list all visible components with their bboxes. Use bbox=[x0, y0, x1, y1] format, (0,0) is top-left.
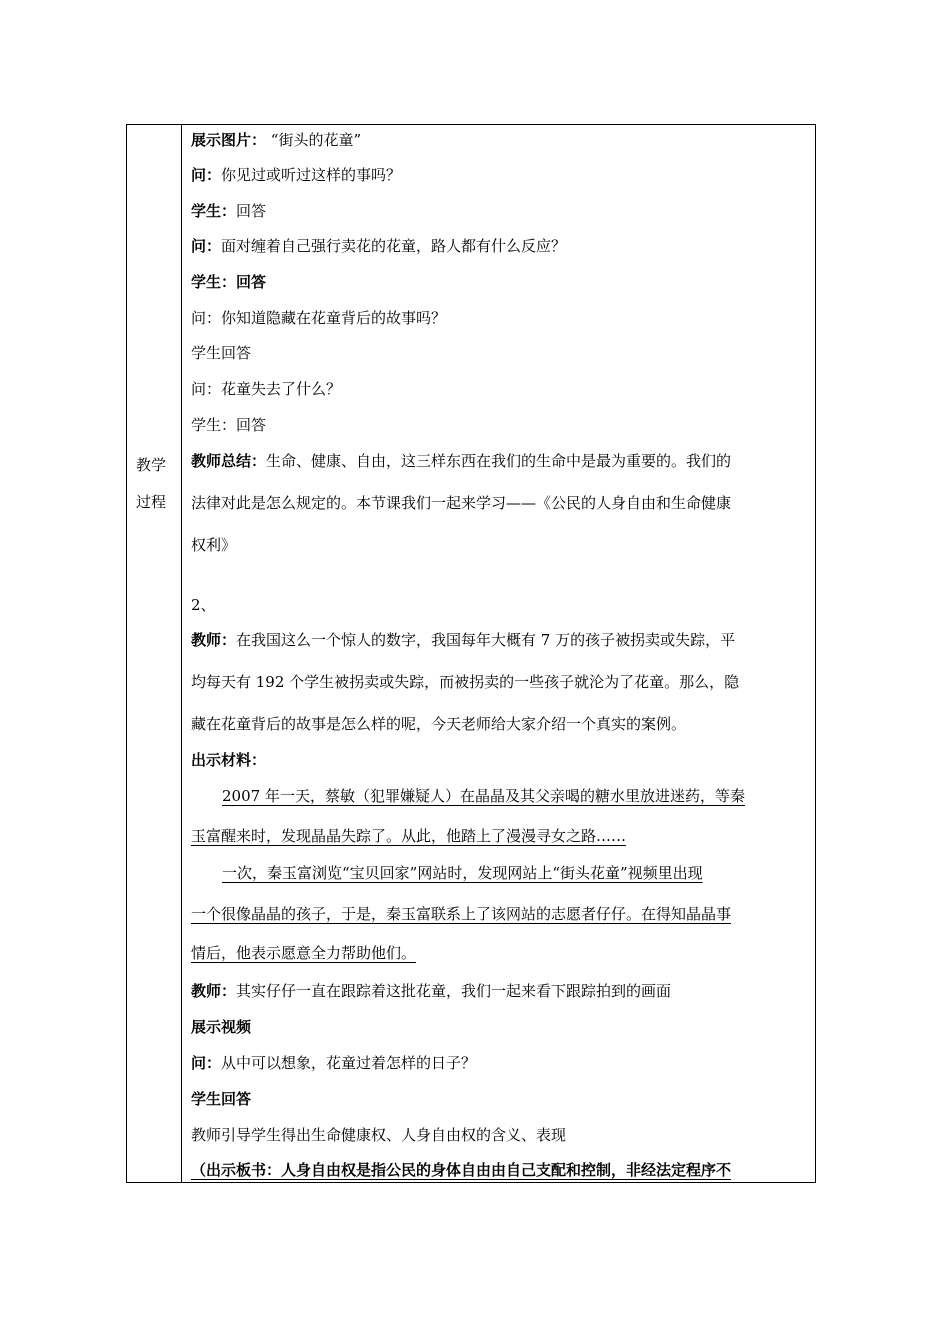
text-line: 法律对此是怎么规定的。本节课我们一起来学习——《公民的人身自由和生命健康 bbox=[191, 494, 732, 512]
text-line: （出示板书：人身自由权是指公民的身体自由由自己支配和控制，非经法定程序不 bbox=[191, 1161, 732, 1179]
text-line: 情后，他表示愿意全力帮助他们。 bbox=[191, 944, 417, 962]
section-label-cell bbox=[127, 125, 182, 1182]
text-line: 问：面对缠着自己强行卖花的花童，路人都有什么反应？ bbox=[191, 237, 567, 255]
section-label bbox=[136, 447, 166, 521]
text-line: 一次，秦玉富浏览“宝贝回家”网站时，发现网站上“街头花童”视频里出现 bbox=[222, 864, 703, 882]
text-line: 2007 年一天，蔡敏（犯罪嫌疑人）在晶晶及其父亲喝的糖水里放进迷药，等秦 bbox=[222, 787, 745, 805]
text-line: 教师：在我国这么一个惊人的数字，我国每年大概有 7 万的孩子被拐卖或失踪，平 bbox=[191, 631, 736, 649]
section-label-line1: 教学 bbox=[136, 456, 167, 474]
text-line: 玉富醒来时，发现晶晶失踪了。从此，他踏上了漫漫寻女之路…… bbox=[191, 827, 627, 845]
text-line: 学生：回答 bbox=[191, 416, 267, 434]
text-line: 教师引导学生得出生命健康权、人身自由权的含义、表现 bbox=[191, 1126, 567, 1144]
text-line: 藏在花童背后的故事是怎么样的呢，今天老师给大家介绍一个真实的案例。 bbox=[191, 715, 687, 733]
section-label-line2: 过程 bbox=[136, 493, 167, 511]
content-cell bbox=[182, 125, 815, 1182]
lesson-table bbox=[126, 124, 816, 1183]
text-line: 展示图片： “街头的花童” bbox=[191, 131, 362, 149]
text-line: 学生回答 bbox=[191, 344, 252, 362]
text-line: 问：花童失去了什么？ bbox=[191, 380, 342, 398]
text-line: 问：你见过或听过这样的事吗？ bbox=[191, 166, 402, 184]
text-line: 学生回答 bbox=[191, 1090, 252, 1108]
text-line: 问：从中可以想象，花童过着怎样的日子？ bbox=[191, 1054, 477, 1072]
text-line: 学生：回答 bbox=[191, 273, 267, 291]
text-line: 权利》 bbox=[191, 536, 237, 554]
text-line: 均每天有 192 个学生被拐卖或失踪，而被拐卖的一些孩子就沦为了花童。那么，隐 bbox=[191, 673, 740, 691]
text-line: 2、 bbox=[191, 596, 216, 614]
text-line: 一个很像晶晶的孩子，于是，秦玉富联系上了该网站的志愿者仔仔。在得知晶晶事 bbox=[191, 905, 732, 923]
text-line: 学生：回答 bbox=[191, 202, 267, 220]
text-line: 出示材料： bbox=[191, 751, 267, 769]
text-line: 教师总结：生命、健康、自由，这三样东西在我们的生命中是最为重要的。我们的 bbox=[191, 452, 732, 470]
text-line: 教师：其实仔仔一直在跟踪着这批花童，我们一起来看下跟踪拍到的画面 bbox=[191, 982, 672, 1000]
text-line: 展示视频 bbox=[191, 1018, 252, 1036]
text-line: 问：你知道隐藏在花童背后的故事吗？ bbox=[191, 309, 447, 327]
